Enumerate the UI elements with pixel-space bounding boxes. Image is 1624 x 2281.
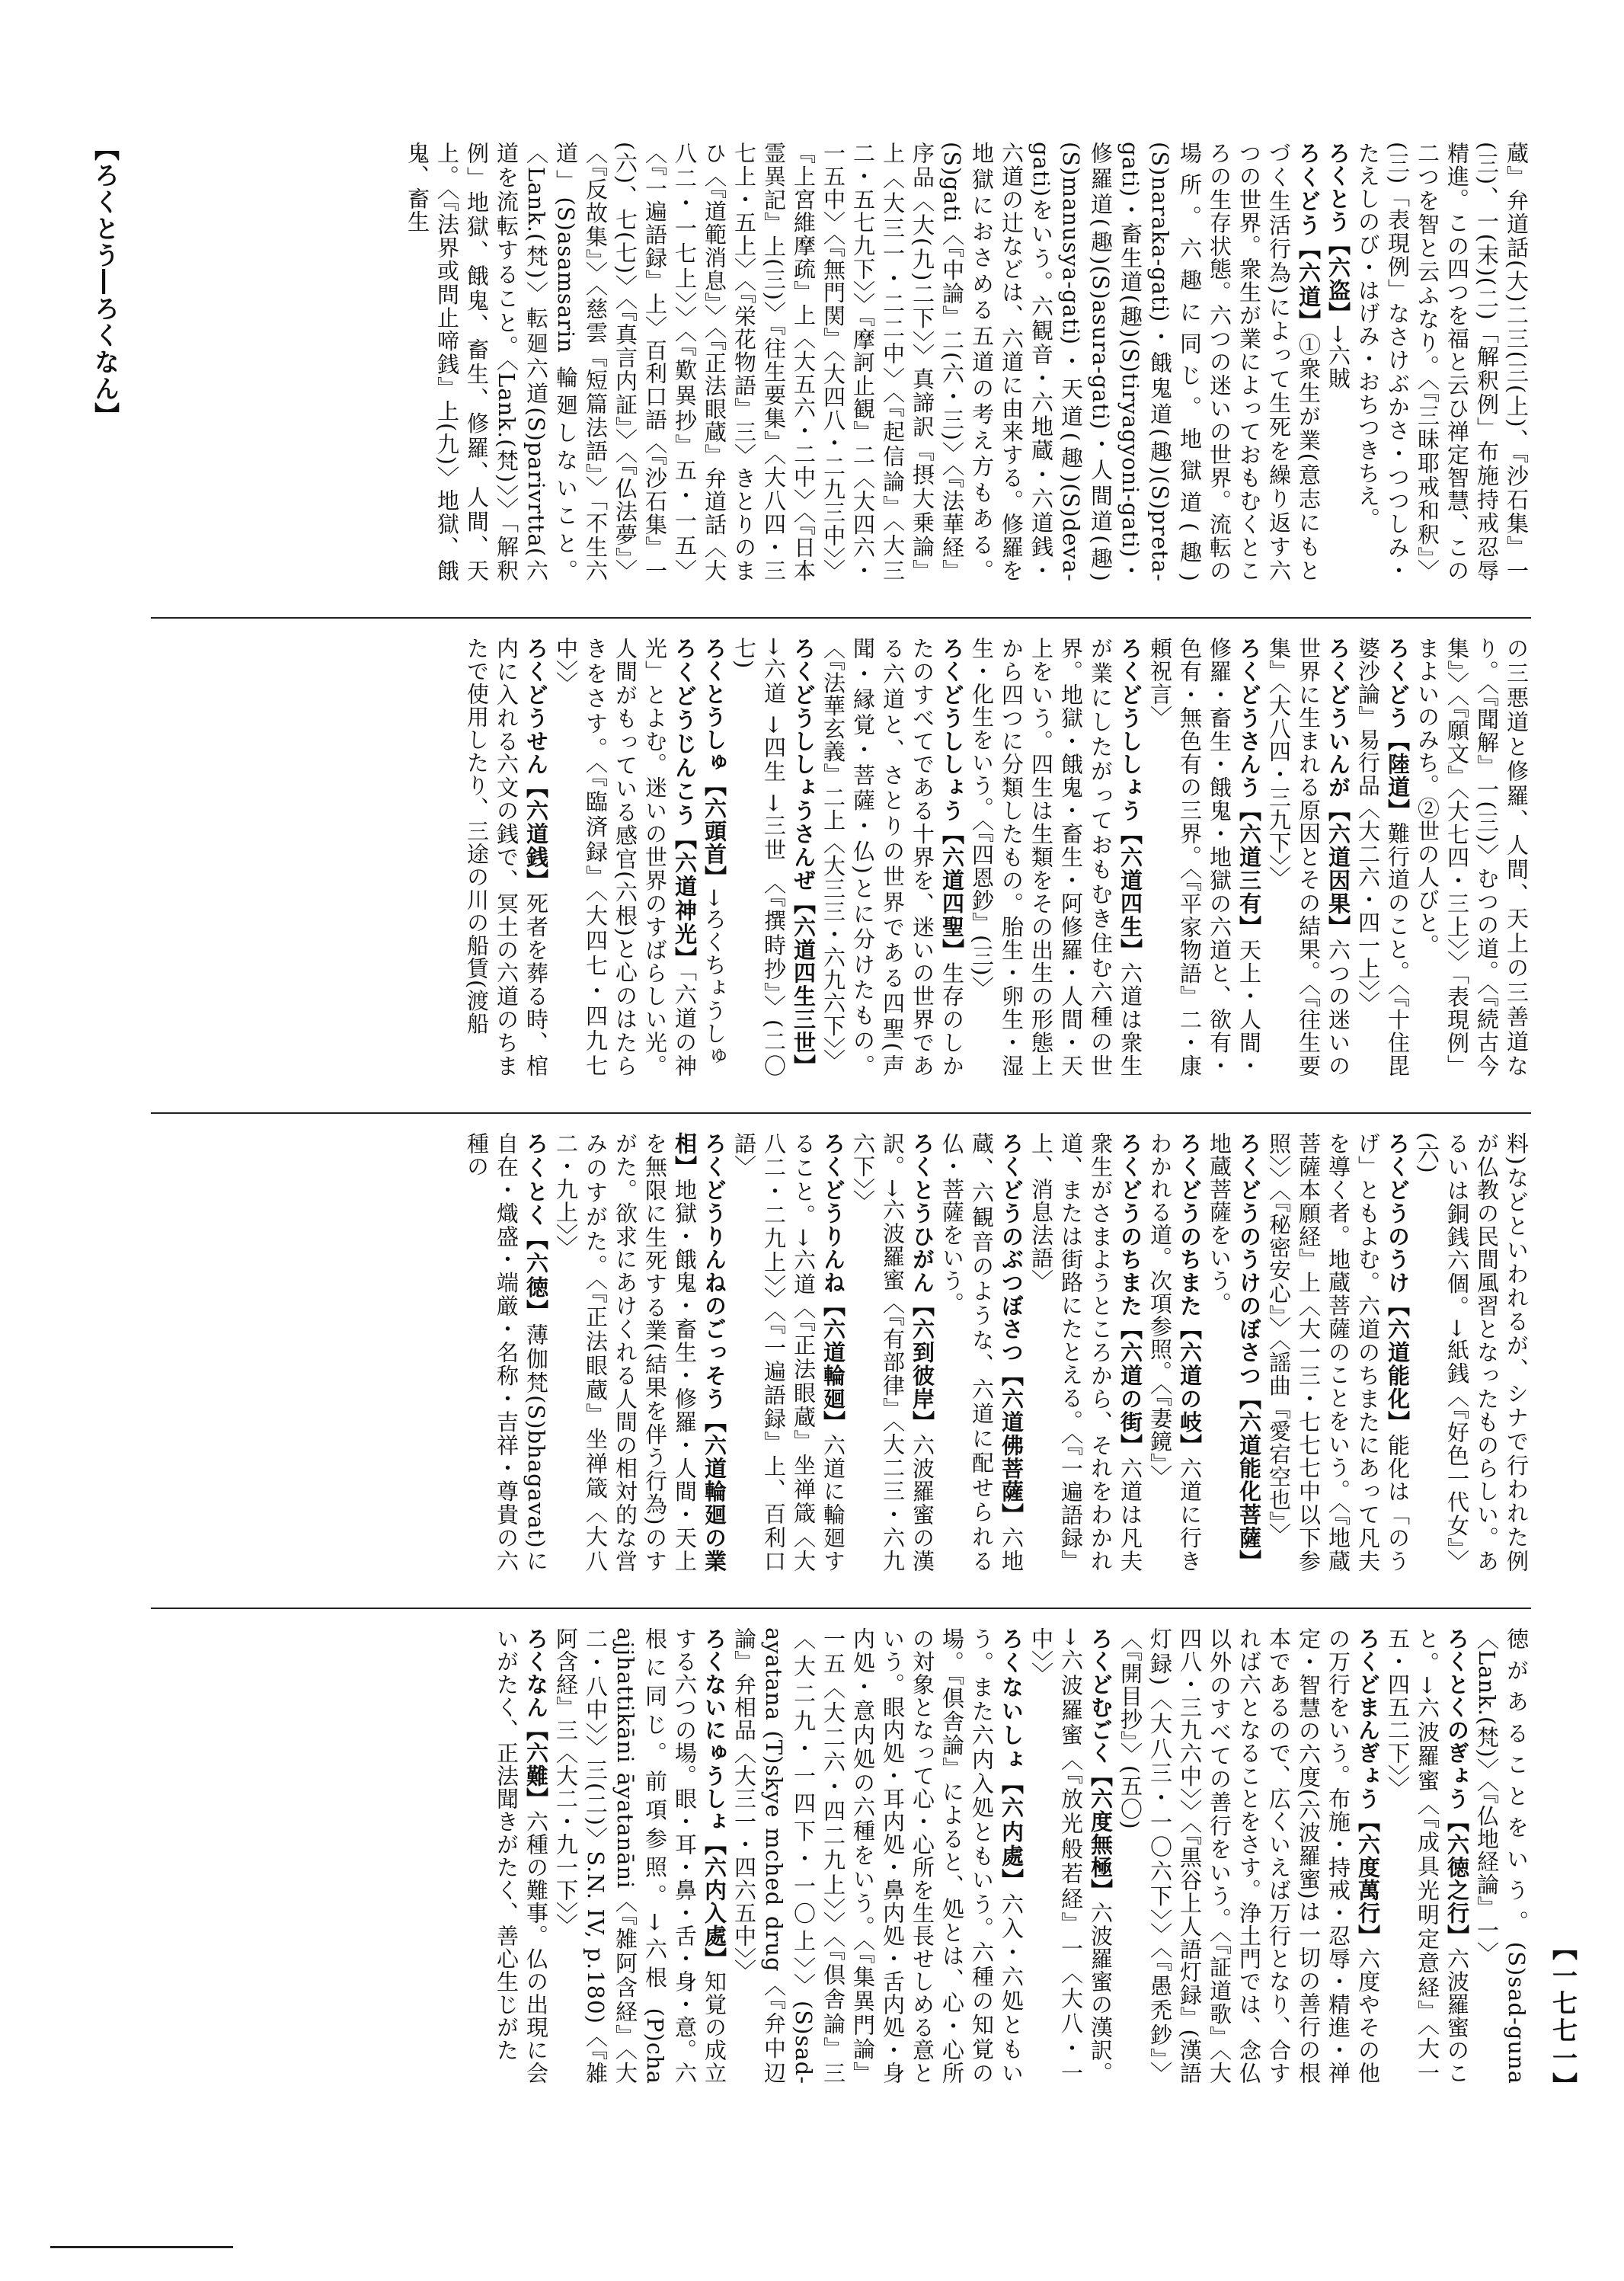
entry-kanji-form: 【六度萬行】	[1355, 1810, 1381, 1947]
entry-definition: 六種の難事。仏の出現に会いがたく、正法聞きがたく、善心生じがた	[494, 1627, 549, 2084]
entry-definition: →ろくちょうしゅ	[702, 888, 727, 1068]
dictionary-entry	[551, 637, 699, 1077]
dictionary-entry	[1204, 1132, 1264, 1572]
entry-kanji-form: 【六道三有】	[1236, 799, 1262, 939]
entry-kanji-form: 【六盗】	[1325, 233, 1351, 325]
dictionary-entry	[818, 637, 967, 1077]
dictionary-entry	[729, 1627, 1026, 2084]
entry-headword: ろくどういんが	[1325, 637, 1351, 800]
entry-kanji-form: 【陸道】	[1385, 729, 1411, 822]
entry-definition: 地蔵菩薩をいう。	[1207, 1132, 1232, 1315]
dictionary-entry	[1353, 637, 1412, 1077]
dictionary-entry	[462, 1132, 551, 1572]
entry-definition: 六入・六処ともいう。また六内入処ともいう。六種の知覚の場。『倶舎論』によると、処とは、心・心所の対象となって心・心所を生長せしめる意という。眼内処・耳内処・鼻内処・舌内処・身内処・意内処の六種をいう。〈『集異門論』一五〈大二六・四二九上〉〉〈『倶舎論』三〈大二九・一四下・一〇上〉〉(S)sad-ayatana (T)skye mched drug〈『弁中辺論』弁相品〈大三一・四六五中〉〉	[731, 1627, 1025, 2084]
entry-definition: 蔵』弁道話(大)二三(三(上)、『沙石集』一(三)、一(末)(二)「解釈例」布施持戒忍辱精進。この四つを福と云ひ禅定智慧、この二つを智と云ふなり。〈『三昧耶戒和釈』〉(三)「表現例」なさけぶかさ・つつしみ・たえしのび・はげみ・おちつきちえ。	[1355, 142, 1530, 582]
entry-headword: ろくどうせん	[523, 637, 549, 776]
entry-definition: 地獄・餓鬼・畜生・修羅・人間・天上を無限に生死する業(結果を伴う行為)のすがた。欲求にあけくれる人間の相対的な営みのすがた。〈『正法眼蔵』坐禅箴〈大八二・九上〉〉	[553, 1132, 698, 1572]
entry-headword: ろくどうししょう	[1117, 637, 1143, 823]
entry-definition: 六つの迷いの世界に生まれる原因とその結果。〈『往生要集』〈大八四・三九下〉〉	[1266, 637, 1351, 1077]
dictionary-entry	[1145, 1132, 1204, 1572]
tier-divider	[151, 617, 1531, 619]
dictionary-entry	[551, 1132, 729, 1572]
entry-kanji-form: 【六道佛菩薩】	[999, 1364, 1025, 1527]
entry-headword: ろくとう	[1325, 142, 1351, 233]
entry-kanji-form: 【六到彼岸】	[910, 1294, 935, 1434]
entry-kanji-form: 【六道因果】	[1325, 799, 1351, 939]
entry-kanji-form: 【六内入處】	[702, 1833, 727, 1970]
entry-headword: ろくないしょ	[999, 1627, 1025, 1772]
text-tier-4	[151, 1627, 1531, 2084]
entry-headword: ろくなん	[523, 1627, 549, 1719]
entry-definition: 六波羅蜜の漢訳。→六波羅蜜〈『放光般若経』一〈大八・一中〉〉	[1028, 1627, 1114, 2084]
entry-kanji-form: 【六道輪廻】	[820, 1294, 846, 1434]
text-tier-1	[151, 142, 1531, 582]
entry-headword: ろくどうのちまた	[1177, 1132, 1203, 1318]
entry-headword: ろくどうのちまた	[1117, 1132, 1143, 1318]
entry-definition: 天上・人間・修羅・畜生・餓鬼・地獄の六道と、欲有・色有・無色有の三界。〈『平家物語』二・康頼祝言〉	[1147, 637, 1262, 1077]
entry-headword: ろくどうりんね	[820, 1132, 846, 1295]
running-header: 【ろくとう―ろくなん】	[91, 136, 120, 429]
tier-divider	[151, 1112, 1531, 1114]
entry-definition: 六地蔵、六観音のような、六道に配せられる仏・菩薩をいう。	[939, 1132, 1025, 1572]
dictionary-entry	[1145, 637, 1264, 1077]
entry-kanji-form: 【六内處】	[999, 1772, 1025, 1893]
footer-rule	[50, 2246, 233, 2248]
entry-headword: ろくどうさんう	[1236, 637, 1262, 800]
entry-headword: ろくどうりんねのごっそう	[702, 1132, 727, 1411]
entry-kanji-form: 【六頭首】	[702, 774, 727, 888]
dictionary-entry	[699, 637, 729, 1077]
entry-definition: 生存のしかたのすべてである十界を、迷いの世界である六道と、さとりの世界である四聖(声聞・縁覚・菩薩・仏)とに分けたもの。〈『法華玄義』二上〈大三三・六九六下〉〉	[820, 637, 965, 1077]
entry-kanji-form: 【六道神光】	[672, 827, 698, 971]
entry-kanji-form: 【六道四生三世】	[791, 891, 817, 1077]
entry-kanji-form: 【六道四聖】	[939, 822, 965, 962]
entry-kanji-form: 【六難】	[523, 1719, 549, 1810]
tier-divider	[151, 1608, 1531, 1609]
dictionary-entry	[1383, 1627, 1472, 2084]
dictionary-entry	[491, 1627, 551, 2084]
dictionary-entry	[729, 637, 818, 1077]
entry-kanji-form: 【六道の街】	[1117, 1317, 1143, 1457]
entry-continuation	[1472, 1627, 1531, 2084]
text-tier-2	[151, 637, 1531, 1077]
entry-continuation	[1353, 142, 1531, 582]
entry-kanji-form: 【六道能化菩薩】	[1236, 1387, 1262, 1572]
entry-definition: 六道に輪廻すること。→六道〈『正法眼蔵』坐禅箴〈大八二・二九上〉〉〈『一遍語録』上、百利口語〉	[731, 1132, 846, 1572]
dictionary-entry	[1026, 1132, 1145, 1572]
entry-headword: ろくとうひがん	[910, 1132, 935, 1295]
dictionary-entry	[1323, 142, 1353, 582]
entry-kanji-form: 【六道輪廻の業相】	[672, 1132, 727, 1572]
entry-definition: 能化は「のうげ」ともよむ。六道のちまたにあって凡夫を導く者。地蔵菩薩のことをいう。〈『地蔵菩薩本願経』上〈大一三・七七七中以下参照〉〉〈『秘密安心』〉〈謡曲『愛宕空也』〉	[1266, 1132, 1411, 1572]
entry-kanji-form: 【六道銭】	[523, 776, 549, 892]
dictionary-entry	[462, 637, 551, 1077]
entry-definition: 六波羅蜜の漢訳。→六波羅蜜〈『有部律』〈大二三・六九六下〉〉	[850, 1132, 935, 1572]
dictionary-entry	[1026, 1627, 1115, 2084]
entry-definition: →六道 →四生 →三世 〈『撰時抄』〉(二〇七)	[731, 637, 787, 1077]
entry-headword: ろくどう	[1296, 142, 1322, 238]
text-tier-3	[151, 1132, 1531, 1572]
entry-kanji-form: 【六度無極】	[1088, 1764, 1114, 1902]
entry-definition: 難行道のこと。〈『十住毘婆沙論』易行品〈大二六・四一上〉〉	[1355, 637, 1411, 1077]
dictionary-entry	[1264, 1132, 1412, 1572]
dictionary-entry	[848, 1132, 937, 1572]
dictionary-entry	[402, 142, 1323, 582]
dictionary-entry	[729, 1132, 848, 1572]
entry-definition: 薄伽梵(S)bhagavat)に自在・熾盛・端厳・名称・吉祥・尊貴の六種の	[464, 1132, 549, 1572]
entry-headword: ろくどうじんこう	[672, 637, 698, 827]
entry-definition: ①衆生が業(意志にもとづく生活行為)によって生死を繰り返す六つの世界。衆生が業によっておもむくところの生存状態。六つの迷いの世界。流転の場所。六趣に同じ。地獄道(趣)(S)naraka-gati)・餓鬼道(趣)(S)preta-gati)・畜生道(趣)(S)tiryagyoni-gati)・修羅道(趣)(S)asura-gati)・人間道(趣)(S)manusya-gati)・天道(趣)(S)deva-gati)をいう。六観音・六地蔵・六道銭・六道の辻などは、六道に由来する。修羅を地獄におさめる五道の考え方もある。(S)gati〈『中論』二(六・三)〉〈『法華経』序品〈大(九)二下〉〉真諦訳『摂大乗論』上〈大三一・二二中〉〈『起信論』〈大三二・五七九下〉〉『摩訶止観』二〈大四六・一五中〉〈『無門関』〈大四八・二九三中〉〉『上宮維摩疏』上〈大五六・二中〉〈『日本霊異記』上(三)〉『往生要集』〈大八四・三七上・五上〉〈『栄花物語』三〉きとりのまひ〈『道範消息』〉〈『正法眼蔵』弁道話〈大八二・一七上〉〉〈『歎異抄』五・一五〉〈『一遍語録』上〉百利口語〈『沙石集』一(六)、七(七)〉〈『真言内証』〉〈『仏法夢』〉〈『反故集』〉〈慈雲『短篇法語』〉「不生六道」(S)asamsarin 輪廻しないこと。〈Lank.(梵)〉転廻六道(S)parivrtta(六道を流転すること。〈Lank.(梵)〉〉「解釈例」地獄、餓鬼、畜生、修羅、人間、天上。〈『法界或問止啼銭』上(九)〉地獄、餓鬼、畜生	[404, 142, 1322, 582]
entry-definition: →六賊	[1325, 325, 1351, 390]
dictionary-entry	[551, 1627, 729, 2084]
entry-headword: ろくどうのうけのぼさつ	[1236, 1132, 1262, 1387]
entry-continuation	[1412, 1132, 1531, 1572]
entry-kanji-form: 【六徳】	[523, 1227, 549, 1323]
entry-headword: ろくどう	[1385, 637, 1411, 730]
dictionary-entry	[967, 637, 1145, 1077]
entry-definition: 「六道の神光」とよむ。迷いの世界のすばらしい光。人間がもっている感官(六根)と心のはたらきをさす。〈『臨済録』〈大四七・四九七中〉〉	[553, 637, 698, 1077]
entry-definition: 六道に行きわかれる道。次項参照。〈『妻鏡』〉	[1147, 1132, 1203, 1572]
entry-definition: 知覚の成立する六つの場。眼・耳・鼻・舌・身・意。六根に同じ。前項参照。→六根 (P)cha ajjhattikāni āyatanāni〈『雑阿含経』〈大二・八中〉〉三(二)〉S.N. IV, p.180)〈『雑阿含経』三〈大二・九一下〉〉	[553, 1627, 727, 2084]
entry-headword: ろくとうしゅ	[702, 637, 727, 774]
entry-definition: の三悪道と修羅、人間、天上の三善道なり。〈『聞解』一(三)〉むつの道。〈『続古今集』〉〈『願文』〈大七四・三上〉〉「表現例」まよいのみち。②世の人びと。	[1415, 637, 1530, 1077]
entry-kanji-form: 【六徳之行】	[1444, 1810, 1470, 1947]
entry-headword: ろくどうししょう	[939, 637, 965, 823]
entry-headword: ろくないにゅうしょ	[702, 1627, 727, 1833]
entry-definition: 六道は凡夫衆生がさまようところから、それをわかれ道、または街路にたとえる。〈『一遍語録』上、消息法語〉	[1028, 1132, 1143, 1572]
entry-headword: ろくどうししょうさんぜ	[791, 637, 817, 892]
page-number: 【一七七一】	[1549, 1935, 1578, 2100]
entry-kanji-form: 【六道】	[1296, 237, 1322, 334]
entry-definition: 徳があることをいう。(S)sad-guna〈Lank.(梵)〉〈『仏地経論』一〉	[1474, 1627, 1530, 2084]
entry-definition: 六道は衆生が業にしたがっておもむき住む六種の世界。地獄・餓鬼・畜生・阿修羅・人間・天上をいう。四生は生類をその出生の形態上から四つに分類したもの。胎生・卵生・湿生・化生をいう。〈『四恩鈔』(三)〉	[969, 637, 1143, 1077]
entry-headword: ろくどまんぎょう	[1355, 1627, 1381, 1810]
entry-continuation	[1412, 637, 1531, 1077]
dictionary-entry	[1264, 637, 1353, 1077]
entry-headword: ろくとく	[523, 1132, 549, 1228]
entry-kanji-form: 【六道能化】	[1385, 1294, 1411, 1434]
entry-kanji-form: 【六道の岐】	[1177, 1317, 1203, 1457]
dictionary-entry	[937, 1132, 1026, 1572]
dictionary-entry	[1115, 1627, 1383, 2084]
entry-definition: 六度やその他の万行をいう。布施・持戒・忍辱・精進・禅定・智慧の六度(六波羅蜜)は一切の善行の根本であるので、広くいえば万行となり、合すれば六となることをさす。浄土門では、念仏以外のすべての善行をいう。〈『証道歌』〈大四八・三九六中〉〉〈『黒谷上人語灯録』(漢語灯録)〈大八三・一〇六下〉〉〈『愚禿鈔』〉〈『開目抄』〉(五〇)	[1117, 1627, 1381, 2084]
entry-headword: ろくどうのぶつぼさつ	[999, 1132, 1025, 1364]
entry-headword: ろくどうのうけ	[1385, 1132, 1411, 1295]
entry-headword: ろくとくのぎょう	[1444, 1627, 1470, 1810]
entry-definition: 料)などといわれるが、シナで行われた例が仏教の民間風習となったものらしい。あるいは銅銭六個。→紙銭〈『好色一代女』〉(六)	[1415, 1132, 1530, 1572]
entry-headword: ろくどむごく	[1088, 1627, 1114, 1764]
entry-definition: 死者を葬る時、棺内に入れる六文の銭で、冥土の六道のちまたで使用したり、三途の川の船賃(渡船	[464, 637, 549, 1077]
entry-kanji-form: 【六道四生】	[1117, 822, 1143, 962]
entry-definition: 六波羅蜜のこと。→六波羅蜜〈『成具光明定意経』〈大一五・四五二下〉〉	[1385, 1627, 1470, 2084]
